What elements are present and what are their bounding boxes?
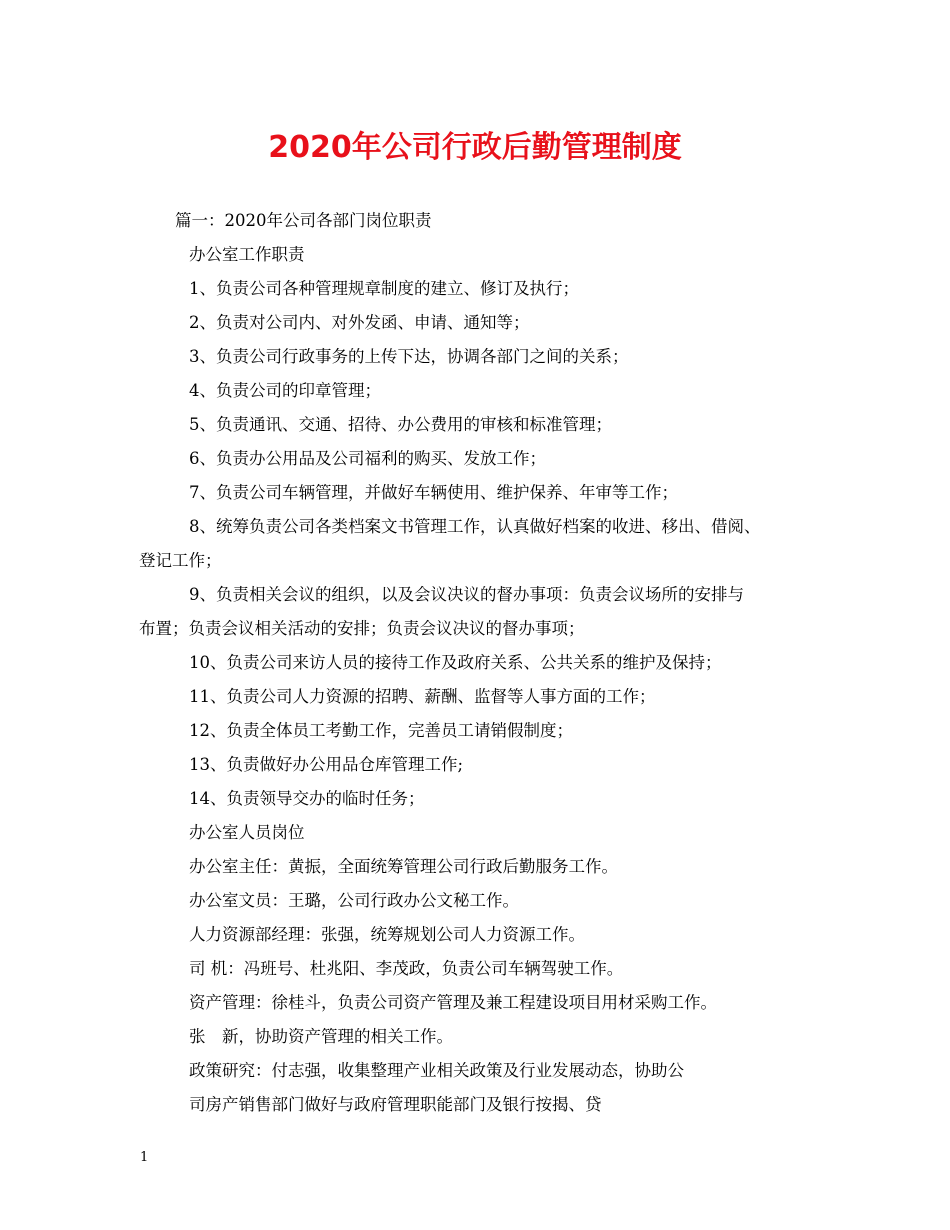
duty-item-1: 1、负责公司各种管理规章制度的建立、修订及执行； — [189, 279, 579, 298]
staff-item: 办公室主任：黄振，全面统筹管理公司行政后勤服务工作。 — [189, 857, 618, 876]
staff-item: 办公室文员：王璐，公司行政办公文秘工作。 — [189, 891, 519, 910]
duty-item-10: 10、负责公司来访人员的接待工作及政府关系、公共关系的维护及保持； — [189, 653, 722, 672]
document-body — [139, 204, 839, 1122]
page-number: 1 — [140, 1150, 149, 1165]
duty-item-8 — [139, 510, 839, 578]
staff-heading: 办公室人员岗位 — [189, 823, 305, 842]
duty-item-9 — [139, 578, 839, 646]
section-heading: 篇一：2020年公司各部门岗位职责 — [175, 211, 432, 230]
duties-heading: 办公室工作职责 — [189, 245, 305, 264]
duty-item-9-line-2: 布置；负责会议相关活动的安排；负责会议决议的督办事项； — [139, 619, 585, 638]
duty-item-12: 12、负责全体员工考勤工作，完善员工请销假制度； — [189, 721, 573, 740]
duty-item-5: 5、负责通讯、交通、招待、办公费用的审核和标准管理； — [189, 415, 612, 434]
duty-item-3: 3、负责公司行政事务的上传下达，协调各部门之间的关系； — [189, 347, 629, 366]
staff-item: 资产管理：徐桂斗，负责公司资产管理及兼工程建设项目用材采购工作。 — [189, 993, 717, 1012]
duty-item-7: 7、负责公司车辆管理，并做好车辆使用、维护保养、年审等工作； — [189, 483, 678, 502]
duty-item-2: 2、负责对公司内、对外发函、申请、通知等； — [189, 313, 530, 332]
duty-item-13: 13、负责做好办公用品仓库管理工作; — [189, 755, 464, 774]
staff-item: 张 新，协助资产管理的相关工作。 — [189, 1027, 453, 1046]
duty-item-4: 4、负责公司的印章管理； — [189, 381, 381, 400]
duty-item-6: 6、负责办公用品及公司福利的购买、发放工作； — [189, 449, 546, 468]
document-title: 2020年公司行政后勤管理制度 — [268, 130, 682, 165]
staff-item: 司房产销售部门做好与政府管理职能部门及银行按揭、贷 — [189, 1095, 602, 1114]
duty-item-8-line-2: 登记工作； — [139, 551, 222, 570]
duty-item-8-line-1: 8、统筹负责公司各类档案文书管理工作，认真做好档案的收进、移出、借阅、 — [189, 517, 761, 536]
duty-item-14: 14、负责领导交办的临时任务； — [189, 789, 425, 808]
duty-item-9-line-1: 9、负责相关会议的组织，以及会议决议的督办事项：负责会议场所的安排与 — [189, 585, 744, 604]
staff-item: 人力资源部经理：张强，统筹规划公司人力资源工作。 — [189, 925, 585, 944]
staff-item: 政策研究：付志强，收集整理产业相关政策及行业发展动态，协助公 — [189, 1061, 684, 1080]
duty-item-11: 11、负责公司人力资源的招聘、薪酬、监督等人事方面的工作； — [189, 687, 656, 706]
staff-item: 司 机：冯班号、杜兆阳、李茂政，负责公司车辆驾驶工作。 — [189, 959, 624, 978]
